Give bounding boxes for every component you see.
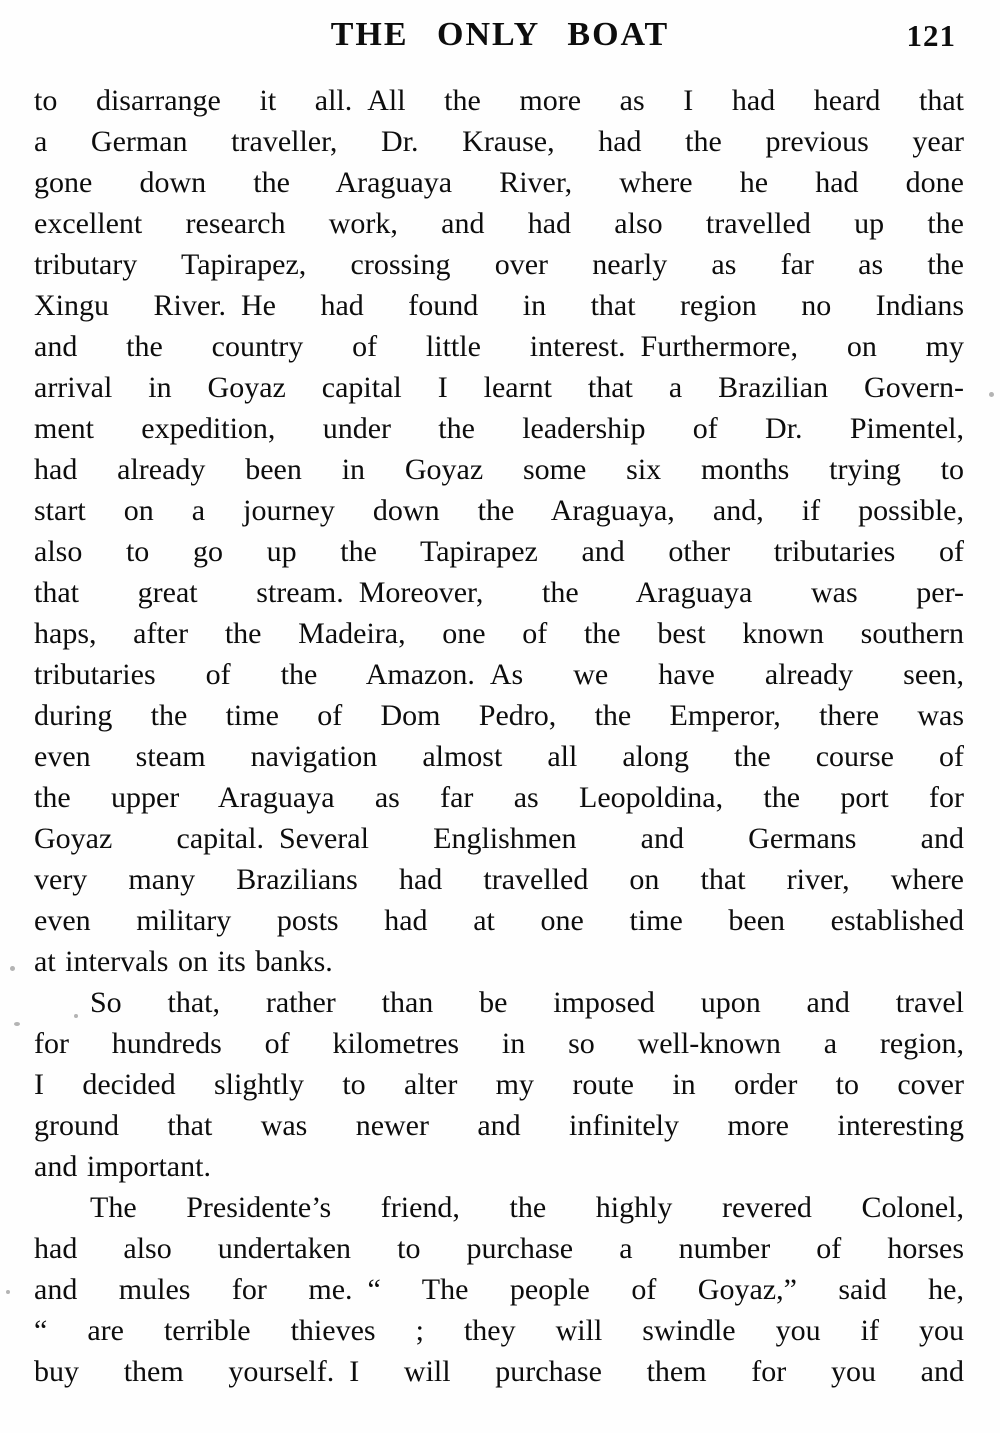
text-line: I decided slightly to alter my route in order to cover (34, 1068, 964, 1101)
text-line: at intervals on its banks. (34, 945, 333, 978)
text-line: Xingu River. He had found in that region no Indians (34, 289, 964, 322)
scan-artifact (14, 1022, 20, 1026)
text-line: also to go up the Tapirapez and other tributaries of (34, 535, 964, 568)
text-line: excellent research work, and had also travelled up the (34, 207, 964, 240)
page-number: 121 (906, 18, 956, 53)
running-header (0, 0, 1000, 78)
text-line: start on a journey down the Araguaya, and, if possible, (34, 494, 964, 527)
text-line: had also undertaken to purchase a number of horses (34, 1232, 964, 1265)
scan-artifact (989, 392, 994, 397)
text-line: tributaries of the Amazon. As we have already seen, (34, 658, 964, 691)
scan-artifact (6, 1290, 10, 1294)
text-line: The Presidente’s friend, the highly revered Colonel, (90, 1191, 964, 1224)
text-line: gone down the Araguaya River, where he had done (34, 166, 964, 199)
text-line: and the country of little interest. Furthermore, on my (34, 330, 964, 363)
body-text (0, 78, 1000, 1392)
text-line: and important. (34, 1150, 211, 1183)
text-line: “ are terrible thieves ; they will swindle you if you (34, 1314, 964, 1347)
text-line: a German traveller, Dr. Krause, had the previous year (34, 125, 964, 158)
text-line: arrival in Goyaz capital I learnt that a Brazilian Govern- (34, 371, 964, 404)
text-line: to disarrange it all. All the more as I had heard that (34, 84, 964, 117)
page-title: THE ONLY BOAT (330, 16, 670, 53)
text-line: So that, rather than be imposed upon and travel (90, 986, 964, 1019)
text-line: haps, after the Madeira, one of the best known southern (34, 617, 964, 650)
text-line: during the time of Dom Pedro, the Emperor, there was (34, 699, 964, 732)
text-line: that great stream. Moreover, the Araguaya was per- (34, 576, 964, 609)
text-line: even military posts had at one time been established (34, 904, 964, 937)
text-line: ground that was newer and infinitely more interesting (34, 1109, 964, 1142)
text-line: had already been in Goyaz some six months trying to (34, 453, 964, 486)
text-line: even steam navigation almost all along the course of (34, 740, 964, 773)
text-line: Goyaz capital. Several Englishmen and Germans and (34, 822, 964, 855)
text-line: ment expedition, under the leadership of Dr. Pimentel, (34, 412, 964, 445)
text-line: and mules for me. “ The people of Goyaz,” said he, (34, 1273, 964, 1306)
text-line: the upper Araguaya as far as Leopoldina, the port for (34, 781, 964, 814)
text-line: for hundreds of kilometres in so well-known a region, (34, 1027, 964, 1060)
text-line: very many Brazilians had travelled on that river, where (34, 863, 964, 896)
text-line: tributary Tapirapez, crossing over nearly as far as the (34, 248, 964, 281)
scan-artifact (10, 966, 15, 971)
text-line: buy them yourself. I will purchase them for you and (34, 1355, 964, 1388)
scan-artifact (74, 1014, 78, 1018)
